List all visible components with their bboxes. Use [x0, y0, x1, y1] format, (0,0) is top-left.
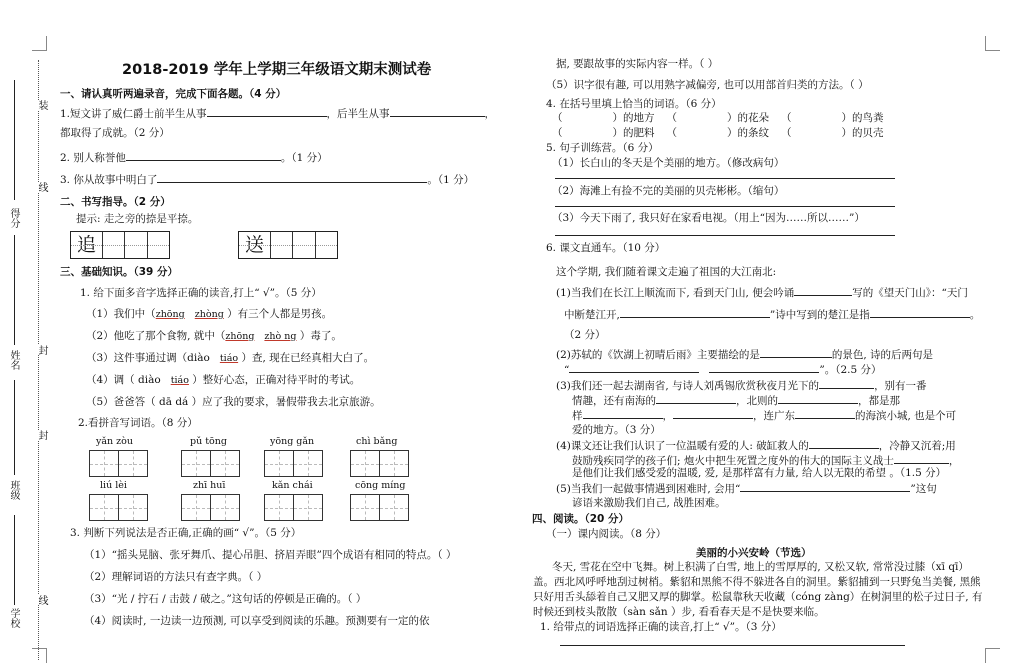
answer-blank[interactable]: [760, 347, 832, 358]
word-box[interactable]: [265, 494, 323, 521]
text-q4-cont1: 鼓励残疾同学的孩子们; 炮火中把生死置之度外的伟大的国际主义战士 ，: [572, 455, 960, 467]
question-text: 3. 你从故事中明白了: [60, 174, 158, 186]
answer-blank[interactable]: [894, 453, 949, 464]
question-text: 。（1 分）: [427, 174, 475, 186]
passage-question-1: 1. 给带点的词语选择正确的读音,打上“ √”。（3 分）: [540, 621, 782, 633]
crop-mark-bottom-right: [985, 648, 1000, 663]
judge-4-cont: 据, 要跟故事的实际内容一样。（ ）: [556, 58, 719, 70]
answer-line[interactable]: [555, 178, 895, 179]
question-text: （1）我们中（: [86, 308, 156, 320]
answer-blank[interactable]: [569, 362, 699, 373]
crop-mark-top-right: [985, 36, 1000, 51]
pinyin-option[interactable]: tiáo: [170, 375, 189, 386]
pinyin-option[interactable]: zhōng: [225, 331, 255, 342]
sentence-3: （3）今天下雨了, 我只好在家看电视。（用上“因为……所以……”）: [552, 212, 865, 224]
passage-line-2: 盖。西北风呼呼地刮过树梢。紫貂和黑熊不得不躲进各自的洞里。紫貂捕到一只野兔当美餐, 黑熊: [533, 576, 981, 588]
section-3-heading: 三、基础知识。（39 分）: [60, 266, 179, 278]
question-text: ）毒了。: [299, 330, 342, 342]
answer-line[interactable]: [555, 206, 895, 207]
judge-4[interactable]: （4）阅读时, 一边读一边预测, 可以享受到阅读的乐趣。预测要有一定的依: [84, 615, 430, 627]
practice-cell[interactable]: [316, 232, 337, 258]
word-box[interactable]: [351, 450, 409, 477]
text-q3-cont3: 爱的地方。（3 分）: [572, 424, 661, 436]
section-1-heading: 一、请认真听两遍录音，完成下面各题。（4 分）: [60, 88, 287, 100]
text-q2-cont: “ ”。（2.5 分）: [564, 364, 882, 376]
practice-cell[interactable]: [103, 232, 125, 258]
polyphone-3: [86, 351, 374, 366]
pinyin-option[interactable]: zhōng: [155, 309, 185, 320]
judge-2[interactable]: （2）理解词语的方法只有查字典。（ ）: [84, 571, 268, 583]
binding-mark: 装: [36, 100, 47, 110]
judge-1[interactable]: （1）“摇头晃脑、张牙舞爪、提心吊胆、挤眉弄眼”四个成语有相同的特点。（ ）: [84, 549, 457, 561]
sentence-1: （1）长白山的冬天是个美丽的地方。（修改病句）: [552, 157, 785, 169]
text-q1-score: （2 分）: [564, 329, 606, 341]
question-text: 1.短文讲了威仁爵士前半生从事: [60, 108, 207, 120]
word-box[interactable]: [90, 450, 148, 477]
answer-blank[interactable]: [870, 307, 970, 318]
text-q1-cont: 中断楚江开, ”诗中写到的楚江是指 。: [564, 309, 981, 321]
question-3-1: 1. 给下面多音字选择正确的读音,打上“ √”。（5 分）: [80, 287, 322, 299]
answer-blank[interactable]: [207, 106, 327, 117]
class-field[interactable]: [14, 380, 15, 475]
answer-blank[interactable]: [157, 172, 427, 183]
page-title: 2018-2019 学年上学期三年级语文期末测试卷: [122, 62, 432, 78]
question-text: ，后半生从事: [326, 108, 390, 120]
name-field[interactable]: [14, 235, 15, 345]
question-text: 2. 别人称誉他: [60, 152, 126, 164]
answer-blank[interactable]: [819, 378, 874, 389]
writing-hint: 提示: 走之旁的捺是平捺。: [76, 213, 199, 225]
question-1-1-cont: 都取得了成就。（2 分）: [60, 127, 170, 139]
text-intro: 这个学期, 我们随着课文走遍了祖国的大江南北:: [556, 266, 777, 278]
passage-line-1: 冬天, 雪花在空中飞舞。树上积满了白雪, 地上的雪厚厚的, 又松又软, 常常没过膝（xī qī）: [552, 561, 969, 573]
question-text: 。（1 分）: [280, 152, 328, 164]
polyphone-2: [86, 329, 342, 344]
question-3-5: 5. 句子训练营。（6 分）: [546, 142, 659, 154]
passage-line-4: 时候还到枝头散散（sàn sǎn ）步, 看看春天是不是快要来临。: [533, 606, 825, 618]
answer-blank[interactable]: [390, 106, 485, 117]
practice-cell[interactable]: [271, 232, 293, 258]
text-q3-cont1: 情趣，还有南海的 ，北则的 ，都是那: [572, 395, 900, 407]
question-text: （3）这件事通过调（diào: [86, 352, 210, 364]
binding-mark: 线: [36, 595, 47, 605]
model-char: 追: [71, 232, 103, 258]
answer-blank[interactable]: [740, 481, 910, 492]
question-text: ，: [484, 108, 496, 120]
pinyin-option[interactable]: zhòng: [194, 309, 224, 320]
question-1-1: [60, 106, 495, 121]
answer-line[interactable]: [555, 235, 895, 236]
writing-grid-2[interactable]: [238, 231, 338, 259]
binding-mark: 封: [36, 430, 47, 440]
class-label: 班级: [8, 480, 19, 500]
text-q3: (3)我们还一起去湖南省, 与诗人刘禹锡欣赏秋夜月光下的 ，别有一番: [556, 380, 927, 392]
question-1-3: [60, 172, 474, 187]
question-text: ）查, 现在已经真相大白了。: [241, 352, 375, 364]
question-3-4: 4. 在括号里填上恰当的词语。（6 分）: [546, 98, 722, 110]
text-q1: (1)当我们在长江上顺流而下, 看到天门山, 便会吟诵 写的《望天门山》：“天门: [556, 287, 968, 299]
passage-line-3: 只好用舌头舔着自己又肥又厚的脚掌。松鼠靠秋天收藏（cóng zàng）在树洞里的松子过日子, 有: [533, 591, 983, 603]
text-q2: (2)苏轼的《饮湖上初晴后雨》主要描绘的是 的景色, 诗的后两句是: [556, 349, 934, 361]
practice-cell[interactable]: [148, 232, 169, 258]
answer-blank[interactable]: [583, 408, 663, 419]
pinyin-label: zhī huī: [193, 480, 226, 491]
answer-blank[interactable]: [126, 150, 281, 161]
question-3-3: 3. 判断下列说法是否正确,正确的画“ √”。（5 分）: [70, 527, 302, 539]
section-2-heading: 二、书写指导。（2 分）: [60, 196, 171, 208]
binding-mark: 封: [36, 345, 47, 355]
answer-blank[interactable]: [673, 408, 753, 419]
writing-grid-1[interactable]: [70, 231, 170, 259]
word-box[interactable]: [90, 494, 148, 521]
passage-title: 美丽的小兴安岭（节选）: [696, 547, 812, 559]
text-q3-cont2: 样 ， ，连广东 的海滨小城, 也是个可: [572, 410, 957, 422]
word-box[interactable]: [351, 494, 409, 521]
polyphone-1: [86, 307, 332, 322]
polyphone-4: [86, 373, 360, 388]
question-1-2: [60, 150, 328, 165]
practice-cell[interactable]: [293, 232, 315, 258]
answer-blank[interactable]: [778, 393, 858, 404]
question-text: ）整好心态，正确对待平时的考试。: [192, 374, 361, 386]
binding-margin: [0, 60, 56, 660]
section-4-heading: 四、阅读。（20 分）: [532, 513, 630, 525]
text-q5-cont: 谚语来激励我们自己, 战胜困难。: [572, 497, 726, 509]
word-box[interactable]: [182, 450, 240, 477]
answer-blank[interactable]: [809, 438, 879, 449]
binding-mark: 线: [36, 182, 47, 192]
text-q4-cont2: 是他们让我们感受爱的温暖, 爱, 是那样富有力量, 给人以无限的希望 。（1.5 分）: [572, 467, 947, 479]
pinyin-label: kǎn chái: [272, 480, 313, 491]
pinyin-label: yōng gǎn: [270, 436, 315, 447]
text-q5: (5)当我们一起做事情遇到困难时, 会用“ ”这句: [556, 483, 937, 495]
crop-mark-top-left: [32, 36, 47, 51]
fill-row-2[interactable]: （ ）的肥料 （ ）的条纹 （ ）的贝壳: [552, 127, 884, 139]
model-char: 送: [239, 232, 271, 258]
question-3-2: 2.看拼音写词语。（8 分）: [78, 417, 198, 429]
answer-blank[interactable]: [620, 307, 770, 318]
pinyin-option[interactable]: tiáo: [219, 353, 239, 364]
fill-row-1[interactable]: （ ）的地方 （ ）的花朵 （ ）的鸟粪: [552, 112, 884, 124]
name-label: 姓名: [8, 350, 19, 370]
school-field[interactable]: [14, 515, 15, 605]
sentence-2: （2）海滩上有捡不完的美丽的贝壳彬彬。（缩句）: [552, 185, 785, 197]
pinyin-label: liú lèi: [100, 480, 127, 491]
binding-dotted-line: [38, 60, 39, 660]
text-q4: (4)课文还让我们认识了一位温暖有爱的人: 破缸救人的 ，冷静又沉着;用: [556, 440, 956, 452]
pinyin-label: yǎn zòu: [96, 436, 134, 447]
answer-blank[interactable]: [795, 408, 855, 419]
word-box[interactable]: [265, 450, 323, 477]
word-box[interactable]: [182, 494, 240, 521]
question-3-6: 6. 课文直通车。（10 分）: [546, 242, 666, 254]
polyphone-5: （5）爸爸答（ dā dá ）应了我的要求，暑假带我去北京旅游。: [86, 396, 381, 408]
pinyin-option[interactable]: zhò ng: [264, 331, 297, 342]
judge-3[interactable]: （3）“光 / 拧石 / 击鼓 / 破之。”这句话的停顿是正确的。（ ）: [84, 593, 367, 605]
answer-blank[interactable]: [656, 393, 736, 404]
question-text: ）有三个人都是男孩。: [227, 308, 333, 320]
practice-cell[interactable]: [125, 232, 147, 258]
question-text: （2）他吃了那个食物, 就中（: [86, 330, 226, 342]
school-label: 学校: [8, 608, 19, 628]
judge-5[interactable]: （5）识字很有趣, 可以用熟字减偏旁, 也可以用部首归类的方法。（ ）: [546, 79, 869, 91]
answer-line[interactable]: [560, 645, 905, 646]
question-text: （4）调（ diào: [86, 374, 161, 386]
answer-blank[interactable]: [709, 362, 819, 373]
section-4-sub: （一）课内阅读。（8 分）: [546, 528, 667, 540]
score-field[interactable]: [14, 80, 15, 200]
score-label: 得分: [8, 208, 19, 228]
pinyin-label: chì bǎng: [356, 436, 398, 447]
pinyin-label: cōng míng: [355, 480, 406, 491]
answer-blank[interactable]: [794, 285, 852, 296]
pinyin-label: pǔ tōng: [190, 436, 227, 447]
